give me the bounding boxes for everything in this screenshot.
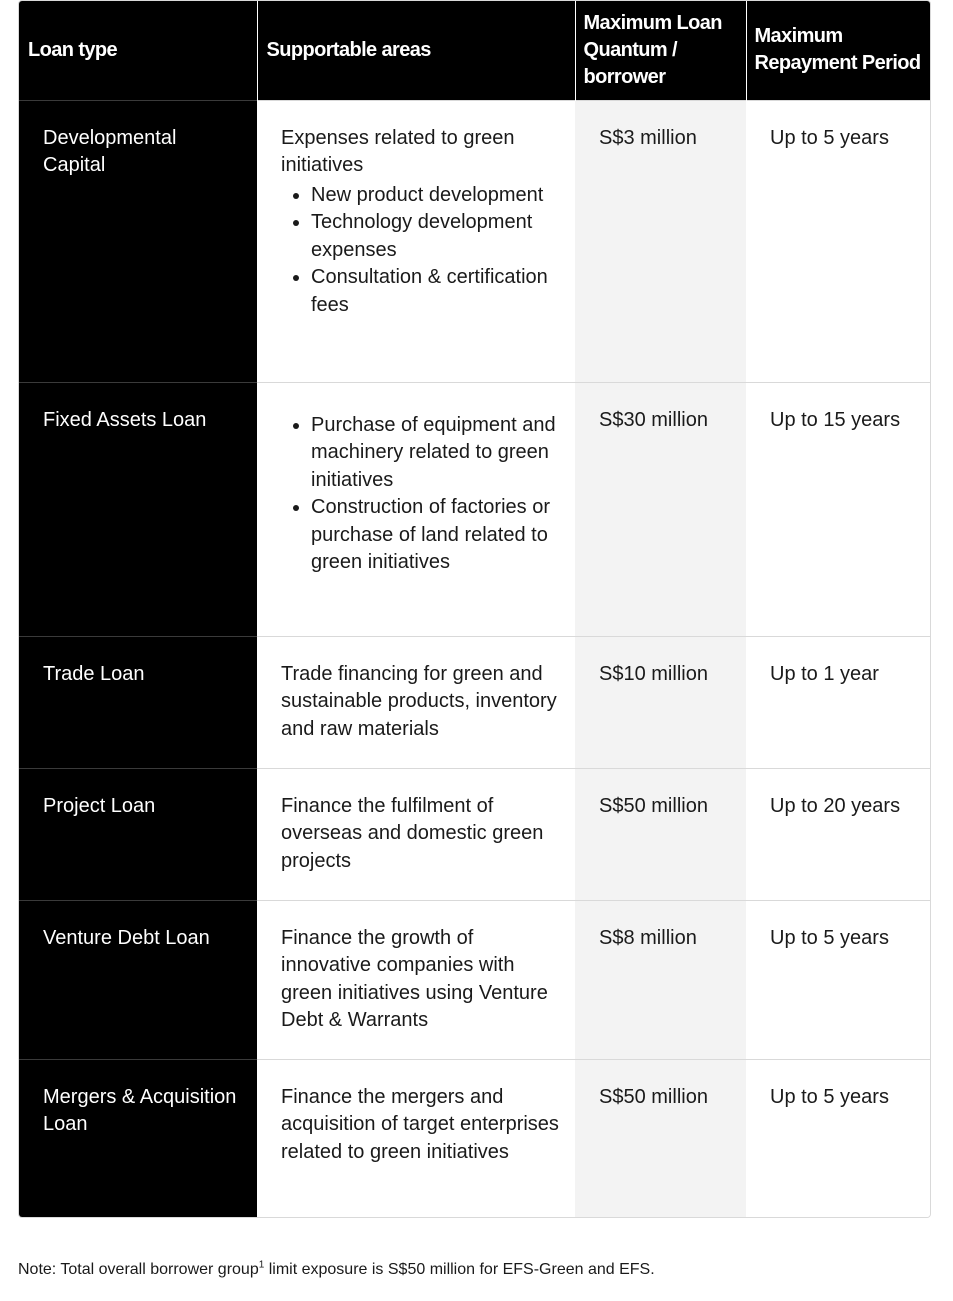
loan-type-cell: Trade Loan (19, 636, 257, 768)
header-max-loan-quantum: Maximum Loan Quantum / borrower (575, 1, 746, 100)
header-supportable-areas: Supportable areas (257, 1, 575, 100)
repayment-period-cell: Up to 5 years (746, 900, 930, 1059)
loan-type-cell: Mergers & Acquisition Loan (19, 1059, 257, 1217)
loan-type-cell: Developmental Capital (19, 100, 257, 382)
table-header (19, 1, 930, 100)
table-row (19, 100, 930, 382)
repayment-period-cell: Up to 5 years (746, 100, 930, 382)
loan-type-cell: Project Loan (19, 768, 257, 900)
list-item: • Consultation & certification fees (311, 264, 559, 319)
table-row (19, 768, 930, 900)
repayment-period-cell: Up to 5 years (746, 1059, 930, 1217)
table-row (19, 382, 930, 636)
repayment-period-cell: Up to 1 year (746, 636, 930, 768)
supportable-areas-cell (257, 382, 575, 636)
loan-table-container (18, 0, 931, 1218)
list-item: • Purchase of equipment and machinery related to green initiatives (311, 412, 559, 495)
supportable-areas-cell: Trade financing for green and sustainable products, inventory and raw materials (257, 636, 575, 768)
supportable-areas-cell: Finance the fulfilment of overseas and domestic green projects (257, 768, 575, 900)
list-item: • New product development (311, 182, 559, 210)
areas-bullet-list (281, 182, 559, 320)
loan-type-cell: Venture Debt Loan (19, 900, 257, 1059)
header-max-repayment-period: Maximum Repayment Period (746, 1, 930, 100)
header-row (19, 1, 930, 100)
loan-quantum-cell: S$50 million (575, 1059, 746, 1217)
loan-quantum-cell: S$30 million (575, 382, 746, 636)
loan-quantum-cell: S$8 million (575, 900, 746, 1059)
supportable-areas-cell: Finance the growth of innovative companies with green initiatives using Venture Debt & Warrants (257, 900, 575, 1059)
footnote-superscript: 1 (258, 1259, 265, 1271)
repayment-period-cell: Up to 20 years (746, 768, 930, 900)
areas-bullet-list (281, 412, 559, 577)
areas-text: Expenses related to green initiatives (281, 126, 515, 176)
footnote-text-before: Note: Total overall borrower group (18, 1261, 259, 1278)
supportable-areas-cell: Finance the mergers and acquisition of target enterprises related to green initiatives (257, 1059, 575, 1217)
footnote (18, 1258, 655, 1282)
table-row (19, 1059, 930, 1217)
table-row (19, 636, 930, 768)
loan-type-cell: Fixed Assets Loan (19, 382, 257, 636)
repayment-period-cell: Up to 15 years (746, 382, 930, 636)
header-loan-type: Loan type (19, 1, 257, 100)
loan-table (19, 1, 930, 1217)
table-row (19, 900, 930, 1059)
footnote-text-after: limit exposure is S$50 million for EFS-Green and EFS. (264, 1261, 655, 1278)
supportable-areas-cell (257, 100, 575, 382)
list-item: • Technology development expenses (311, 209, 559, 264)
loan-quantum-cell: S$50 million (575, 768, 746, 900)
loan-quantum-cell: S$10 million (575, 636, 746, 768)
table-body (19, 100, 930, 1217)
loan-quantum-cell: S$3 million (575, 100, 746, 382)
list-item: • Construction of factories or purchase of land related to green initiatives (311, 494, 559, 577)
